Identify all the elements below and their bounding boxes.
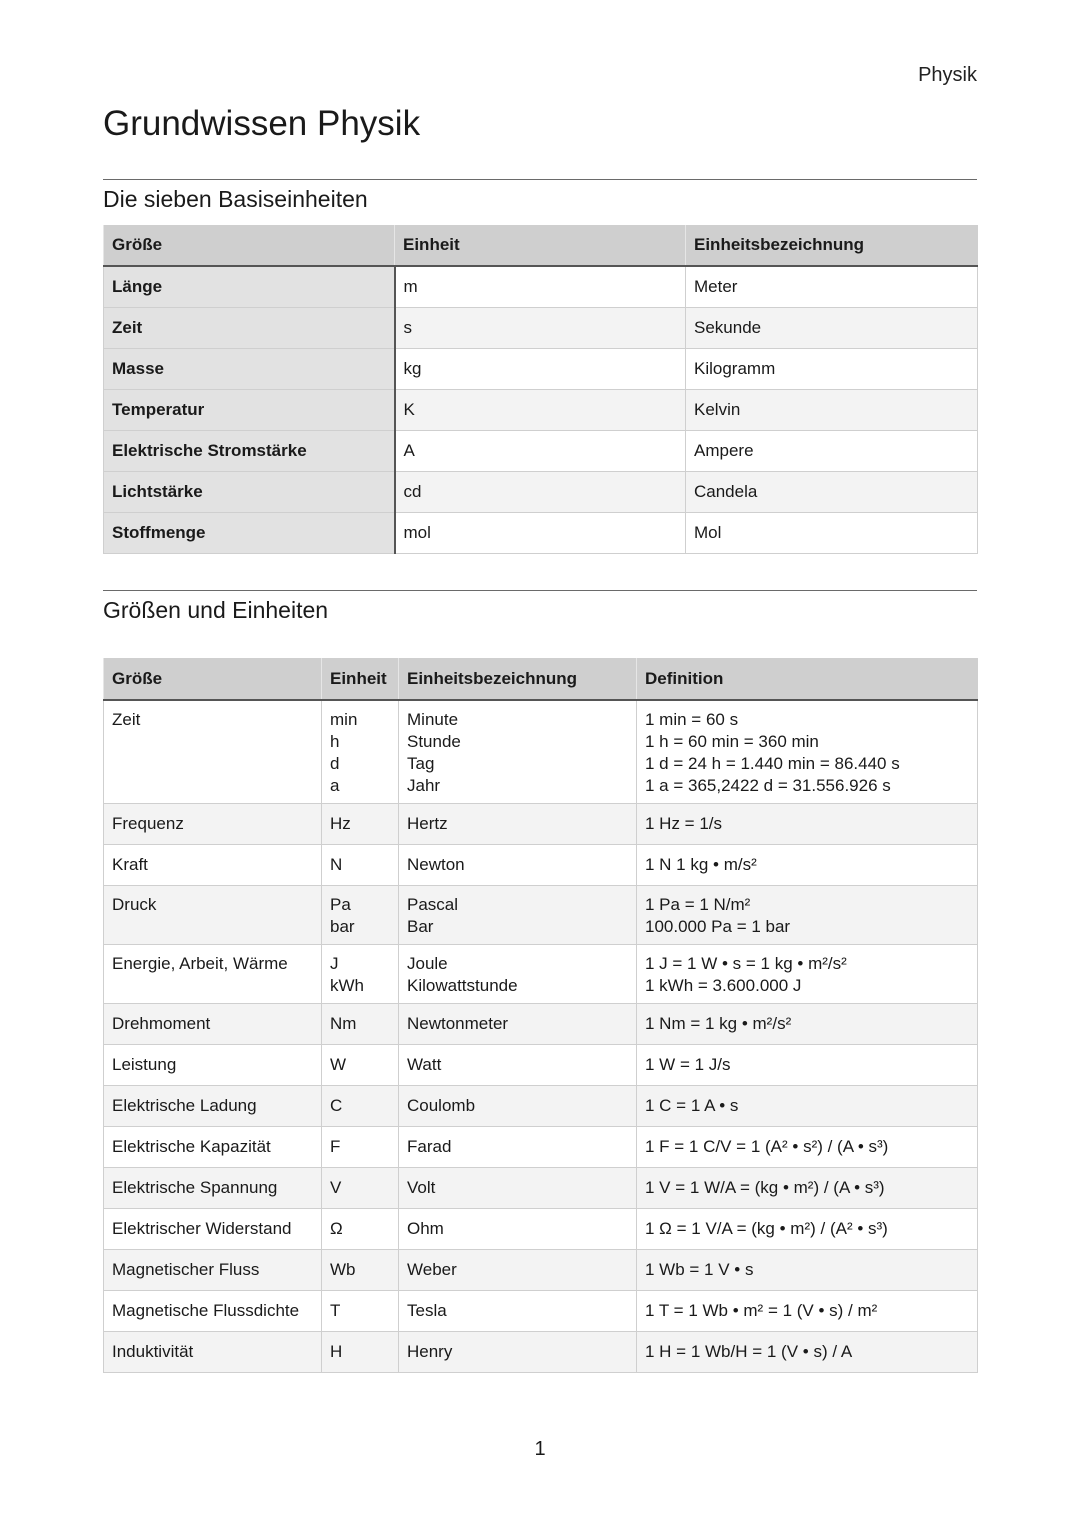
table-row	[104, 804, 978, 845]
unit-name-cell: Henry	[399, 1332, 637, 1373]
section-divider	[103, 179, 977, 180]
unit-name-cell: Kelvin	[686, 390, 978, 431]
unit-name-cell: Candela	[686, 472, 978, 513]
quantities-units-table	[103, 658, 978, 1373]
unit-cell: T	[322, 1291, 399, 1332]
definition-cell: 1 J = 1 W • s = 1 kg • m²/s² 1 kWh = 3.600.000 J	[637, 945, 978, 1004]
quantity-cell: Kraft	[104, 845, 322, 886]
unit-cell: min h d a	[322, 700, 399, 804]
page-title: Grundwissen Physik	[103, 104, 421, 143]
table-row	[104, 1045, 978, 1086]
section-title-quantities-units: Größen und Einheiten	[103, 597, 329, 623]
quantity-cell: Druck	[104, 886, 322, 945]
definition-cell: 1 T = 1 Wb • m² = 1 (V • s) / m²	[637, 1291, 978, 1332]
unit-cell: J kWh	[322, 945, 399, 1004]
quantity-cell: Lichtstärke	[104, 472, 395, 513]
unit-cell: W	[322, 1045, 399, 1086]
quantity-cell: Leistung	[104, 1045, 322, 1086]
unit-cell: kg	[395, 349, 686, 390]
unit-name-cell: Farad	[399, 1127, 637, 1168]
quantity-cell: Drehmoment	[104, 1004, 322, 1045]
quantity-cell: Induktivität	[104, 1332, 322, 1373]
quantity-cell: Länge	[104, 266, 395, 308]
unit-cell: V	[322, 1168, 399, 1209]
quantity-cell: Elektrische Ladung	[104, 1086, 322, 1127]
quantity-cell: Temperatur	[104, 390, 395, 431]
unit-cell: Hz	[322, 804, 399, 845]
column-header: Definition	[637, 658, 978, 700]
unit-cell: C	[322, 1086, 399, 1127]
table-row	[104, 945, 978, 1004]
table-header-row	[104, 658, 978, 700]
definition-cell: 1 C = 1 A • s	[637, 1086, 978, 1127]
table-row	[104, 886, 978, 945]
unit-name-cell: Mol	[686, 513, 978, 554]
definition-cell: 1 Hz = 1/s	[637, 804, 978, 845]
unit-name-cell: Ohm	[399, 1209, 637, 1250]
definition-cell: 1 V = 1 W/A = (kg • m²) / (A • s³)	[637, 1168, 978, 1209]
unit-name-cell: Pascal Bar	[399, 886, 637, 945]
unit-cell: Ω	[322, 1209, 399, 1250]
table-row	[104, 1332, 978, 1373]
unit-name-cell: Ampere	[686, 431, 978, 472]
quantity-cell: Frequenz	[104, 804, 322, 845]
unit-cell: Wb	[322, 1250, 399, 1291]
unit-name-cell: Joule Kilowattstunde	[399, 945, 637, 1004]
table-row	[104, 349, 978, 390]
column-header: Einheit	[395, 225, 686, 266]
header-subject: Physik	[918, 64, 977, 86]
table-row	[104, 472, 978, 513]
column-header: Einheitsbezeichnung	[686, 225, 978, 266]
table-row	[104, 1086, 978, 1127]
quantity-cell: Magnetischer Fluss	[104, 1250, 322, 1291]
unit-cell: A	[395, 431, 686, 472]
table-row	[104, 700, 978, 804]
definition-cell: 1 N 1 kg • m/s²	[637, 845, 978, 886]
table-row	[104, 845, 978, 886]
quantity-cell: Elektrische Stromstärke	[104, 431, 395, 472]
quantity-cell: Energie, Arbeit, Wärme	[104, 945, 322, 1004]
unit-name-cell: Meter	[686, 266, 978, 308]
unit-name-cell: Kilogramm	[686, 349, 978, 390]
unit-name-cell: Tesla	[399, 1291, 637, 1332]
unit-name-cell: Coulomb	[399, 1086, 637, 1127]
unit-name-cell: Newtonmeter	[399, 1004, 637, 1045]
definition-cell: 1 min = 60 s 1 h = 60 min = 360 min 1 d = 24 h = 1.440 min = 86.440 s 1 a = 365,2422 d = 31.556.926 s	[637, 700, 978, 804]
definition-cell: 1 Wb = 1 V • s	[637, 1250, 978, 1291]
quantity-cell: Stoffmenge	[104, 513, 395, 554]
unit-name-cell: Newton	[399, 845, 637, 886]
unit-cell: Pa bar	[322, 886, 399, 945]
definition-cell: 1 F = 1 C/V = 1 (A² • s²) / (A • s³)	[637, 1127, 978, 1168]
table-row	[104, 431, 978, 472]
column-header: Einheitsbezeichnung	[399, 658, 637, 700]
section-title-base-units: Die sieben Basiseinheiten	[103, 186, 368, 212]
unit-name-cell: Sekunde	[686, 308, 978, 349]
table-row	[104, 513, 978, 554]
page-number: 1	[534, 1438, 546, 1460]
unit-cell: H	[322, 1332, 399, 1373]
definition-cell: 1 H = 1 Wb/H = 1 (V • s) / A	[637, 1332, 978, 1373]
table-row	[104, 266, 978, 308]
definition-cell: 1 W = 1 J/s	[637, 1045, 978, 1086]
table-row	[104, 308, 978, 349]
quantity-cell: Elektrische Kapazität	[104, 1127, 322, 1168]
column-header: Größe	[104, 225, 395, 266]
table-row	[104, 1168, 978, 1209]
table-header-row	[104, 225, 978, 266]
unit-cell: s	[395, 308, 686, 349]
unit-cell: m	[395, 266, 686, 308]
base-units-table	[103, 225, 978, 554]
table-row	[104, 1004, 978, 1045]
unit-cell: F	[322, 1127, 399, 1168]
unit-name-cell: Weber	[399, 1250, 637, 1291]
definition-cell: 1 Pa = 1 N/m² 100.000 Pa = 1 bar	[637, 886, 978, 945]
definition-cell: 1 Nm = 1 kg • m²/s²	[637, 1004, 978, 1045]
quantity-cell: Zeit	[104, 308, 395, 349]
definition-cell: 1 Ω = 1 V/A = (kg • m²) / (A² • s³)	[637, 1209, 978, 1250]
unit-cell: mol	[395, 513, 686, 554]
table-row	[104, 1209, 978, 1250]
unit-cell: K	[395, 390, 686, 431]
table-row	[104, 1250, 978, 1291]
table-row	[104, 1291, 978, 1332]
unit-cell: Nm	[322, 1004, 399, 1045]
column-header: Größe	[104, 658, 322, 700]
quantity-cell: Elektrische Spannung	[104, 1168, 322, 1209]
table-row	[104, 390, 978, 431]
unit-cell: cd	[395, 472, 686, 513]
unit-cell: N	[322, 845, 399, 886]
quantity-cell: Zeit	[104, 700, 322, 804]
quantity-cell: Magnetische Flussdichte	[104, 1291, 322, 1332]
section-divider	[103, 590, 977, 591]
unit-name-cell: Hertz	[399, 804, 637, 845]
unit-name-cell: Watt	[399, 1045, 637, 1086]
unit-name-cell: Minute Stunde Tag Jahr	[399, 700, 637, 804]
column-header: Einheit	[322, 658, 399, 700]
quantity-cell: Masse	[104, 349, 395, 390]
quantity-cell: Elektrischer Widerstand	[104, 1209, 322, 1250]
unit-name-cell: Volt	[399, 1168, 637, 1209]
table-row	[104, 1127, 978, 1168]
